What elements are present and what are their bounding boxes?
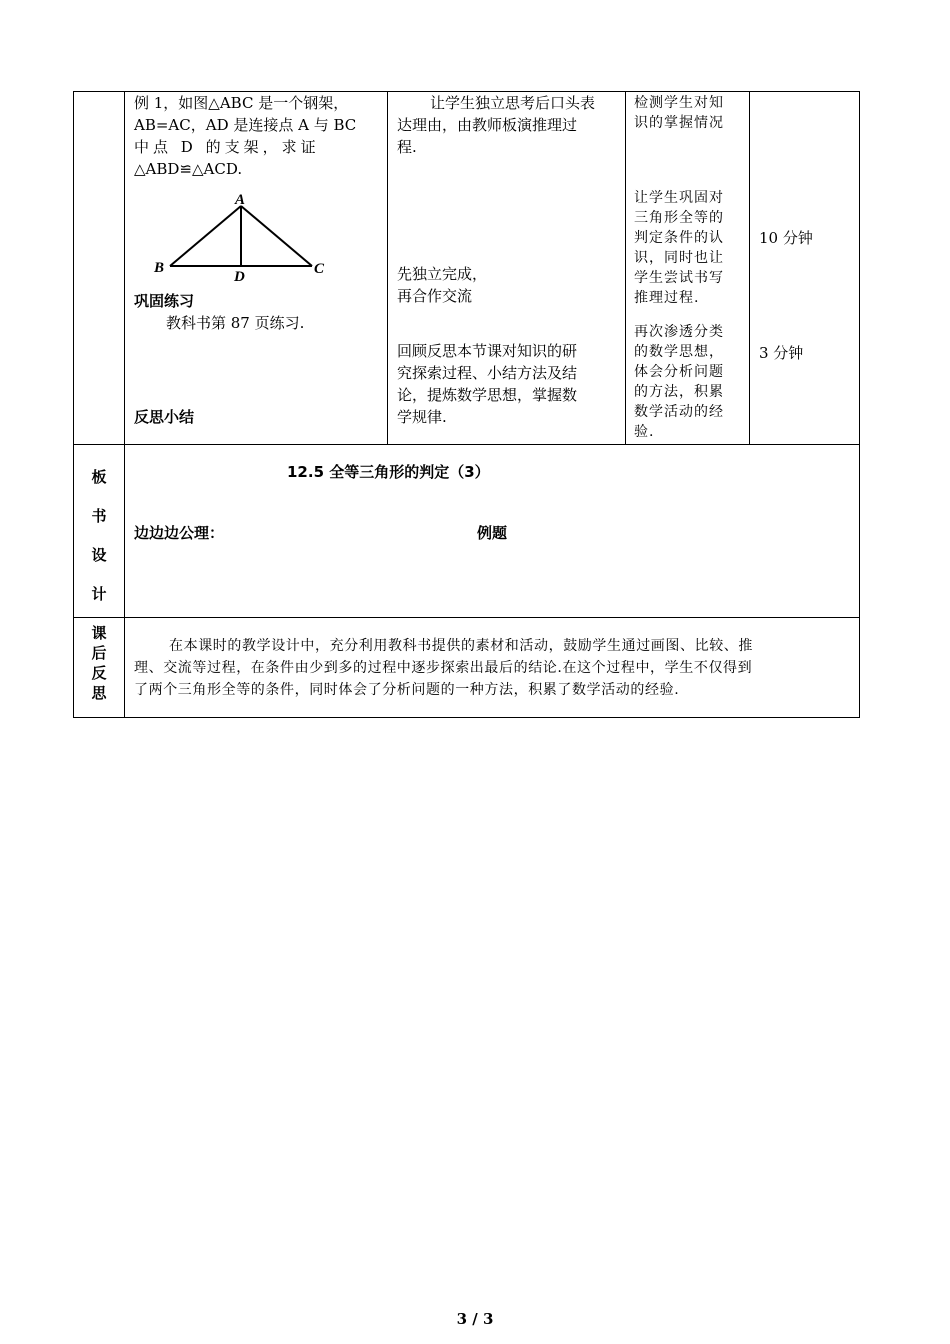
time-allocation-2: 3 分钟 xyxy=(759,344,804,362)
board-label-char: 计 xyxy=(91,585,107,603)
activity-line: 达理由，由教师板演推理过 xyxy=(397,116,578,134)
board-label-char: 板 xyxy=(91,468,107,486)
purpose-line: 判定条件的认 xyxy=(634,230,724,246)
purpose-line: 检测学生对知 xyxy=(634,95,724,111)
example-line: AB=AC，AD 是连接点 A 与 BC xyxy=(134,116,357,134)
column-divider-2 xyxy=(387,91,388,445)
reflection-line: 在本课时的教学设计中，充分利用教科书提供的素材和活动，鼓励学生通过画图、比较、推 xyxy=(169,638,753,654)
purpose-line: 验. xyxy=(634,424,655,440)
reflection-label-char: 反 xyxy=(91,664,107,682)
board-label-char: 设 xyxy=(91,546,107,564)
board-theorem-item: 边边边公理： xyxy=(134,524,225,542)
reflection-label-char: 课 xyxy=(91,624,107,642)
vertex-label-b: B xyxy=(154,260,165,276)
table-bottom-border xyxy=(73,717,860,718)
purpose-line: 三角形全等的 xyxy=(634,210,724,226)
activity-line: 论，提炼数学思想，掌握数 xyxy=(397,386,578,404)
reflection-label-char: 思 xyxy=(91,684,107,702)
column-divider-1 xyxy=(124,91,125,718)
activity-line: 再合作交流 xyxy=(397,287,473,305)
example-line: 例 1，如图△ABC 是一个钢架， xyxy=(134,94,349,112)
vertex-label-c: C xyxy=(314,261,325,277)
purpose-line: 再次渗透分类 xyxy=(634,324,724,340)
activity-line: 学规律. xyxy=(397,408,447,426)
purpose-line: 推理过程. xyxy=(634,290,700,306)
reflection-line: 了两个三角形全等的条件，同时体会了分析问题的一种方法，积累了数学活动的经验. xyxy=(134,682,680,698)
purpose-line: 让学生巩固对 xyxy=(634,190,724,206)
column-divider-4 xyxy=(749,91,750,445)
summary-heading: 反思小结 xyxy=(134,408,195,426)
purpose-line: 学生尝试书写 xyxy=(634,270,724,286)
activity-line: 先独立完成， xyxy=(397,265,488,283)
activity-line: 让学生独立思考后口头表 xyxy=(430,94,596,112)
example-line: △ABD≌△ACD. xyxy=(134,160,243,178)
board-title: 12.5 全等三角形的判定（3） xyxy=(287,463,490,481)
purpose-line: 的方法，积累 xyxy=(634,384,724,400)
purpose-line: 体会分析问题 xyxy=(634,364,724,380)
activity-line: 回顾反思本节课对知识的研 xyxy=(397,342,578,360)
page-number: 3 / 3 xyxy=(456,1310,494,1328)
board-label-char: 书 xyxy=(91,507,107,525)
purpose-line: 的数学思想， xyxy=(634,344,724,360)
activity-line: 程. xyxy=(397,138,417,156)
practice-heading: 巩固练习 xyxy=(134,292,195,310)
table-left-border xyxy=(73,91,74,718)
time-allocation-1: 10 分钟 xyxy=(759,229,813,247)
activity-line: 究探索过程、小结方法及结 xyxy=(397,364,578,382)
practice-text: 教科书第 87 页练习. xyxy=(166,314,305,332)
vertex-label-a: A xyxy=(235,192,246,208)
example-line: 中点 D 的支架，求证 xyxy=(134,138,320,156)
purpose-line: 识，同时也让 xyxy=(634,250,724,266)
purpose-line: 数学活动的经 xyxy=(634,404,724,420)
column-divider-3 xyxy=(625,91,626,445)
vertex-label-d: D xyxy=(234,269,245,282)
reflection-line: 理、交流等过程，在条件由少到多的过程中逐步探索出最后的结论.在这个过程中，学生不仅得到 xyxy=(134,660,753,676)
board-example-item: 例题 xyxy=(477,524,508,542)
purpose-line: 识的掌握情况 xyxy=(634,115,724,131)
row-divider-board xyxy=(73,444,860,445)
table-right-border xyxy=(859,91,860,718)
triangle-figure xyxy=(150,190,340,282)
reflection-label-char: 后 xyxy=(91,644,107,662)
row-divider-reflection xyxy=(73,617,860,618)
